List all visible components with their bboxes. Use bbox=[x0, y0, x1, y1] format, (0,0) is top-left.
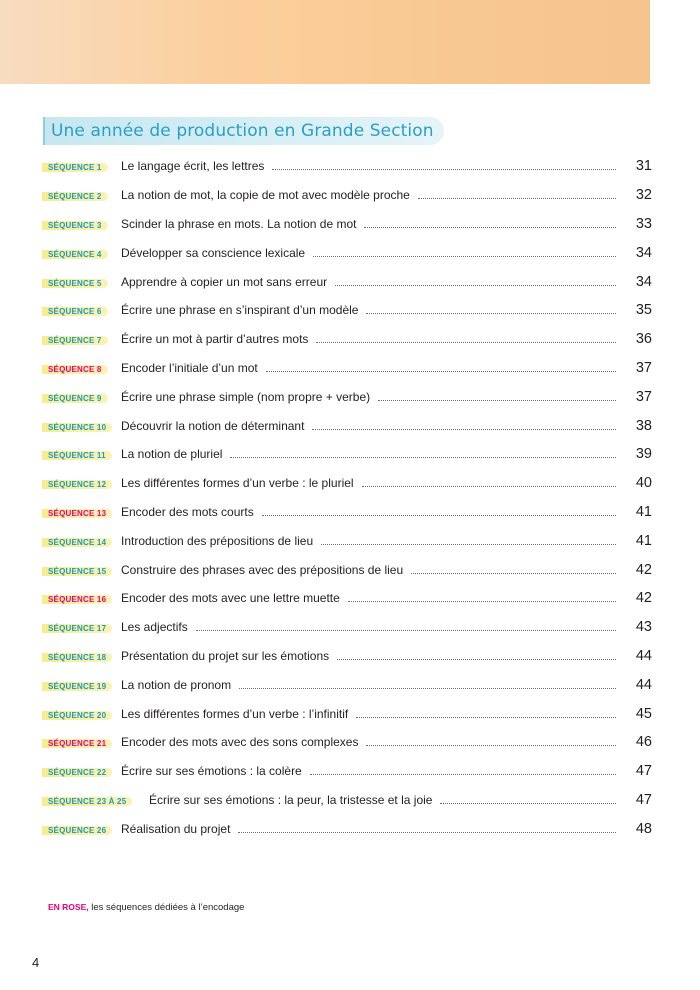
dot-leader bbox=[337, 658, 616, 660]
dot-leader bbox=[335, 284, 616, 286]
table-of-contents bbox=[42, 152, 652, 843]
sequence-title: Développer sa conscience lexicale bbox=[121, 245, 306, 260]
sequence-page-number: 40 bbox=[635, 475, 652, 492]
dot-leader bbox=[348, 600, 616, 602]
sequence-badge: SÉQUENCE 26 bbox=[42, 826, 112, 835]
sequence-page-number: 41 bbox=[635, 532, 652, 549]
toc-row[interactable] bbox=[42, 238, 652, 267]
sequence-badge-slot bbox=[42, 503, 121, 521]
sequence-title: Les différentes formes d’un verbe : l’infinitif bbox=[121, 706, 349, 721]
sequence-badge-slot bbox=[42, 301, 121, 319]
toc-row[interactable] bbox=[42, 670, 652, 699]
toc-row[interactable] bbox=[42, 181, 652, 210]
sequence-page-number: 34 bbox=[635, 244, 652, 261]
sequence-badge-slot bbox=[42, 762, 121, 780]
sequence-badge-slot bbox=[42, 705, 121, 723]
sequence-badge: SÉQUENCE 23 À 25 bbox=[42, 797, 132, 806]
sequence-title: Construire des phrases avec des prépositions de lieu bbox=[121, 562, 404, 577]
sequence-title: Écrire une phrase en s’inspirant d’un modèle bbox=[121, 303, 359, 318]
sequence-badge: SÉQUENCE 1 bbox=[42, 163, 108, 172]
sequence-title: Découvrir la notion de déterminant bbox=[121, 418, 305, 433]
sequence-badge-slot bbox=[42, 676, 121, 694]
sequence-badge: SÉQUENCE 18 bbox=[42, 653, 112, 662]
sequence-badge-slot bbox=[42, 388, 121, 406]
toc-row[interactable] bbox=[42, 210, 652, 239]
sequence-badge: SÉQUENCE 17 bbox=[42, 624, 112, 633]
sequence-page-number: 37 bbox=[635, 388, 652, 405]
sequence-badge: SÉQUENCE 11 bbox=[42, 451, 112, 460]
sequence-badge-slot bbox=[42, 532, 121, 550]
sequence-page-number: 38 bbox=[635, 417, 652, 434]
sequence-title: Réalisation du projet bbox=[121, 821, 231, 836]
sequence-badge: SÉQUENCE 7 bbox=[42, 336, 108, 345]
sequence-title: Encoder des mots avec des sons complexes bbox=[121, 735, 359, 750]
toc-row[interactable] bbox=[42, 469, 652, 498]
dot-leader bbox=[310, 773, 616, 775]
dot-leader bbox=[321, 543, 616, 545]
dot-leader bbox=[364, 226, 616, 228]
sequence-page-number: 33 bbox=[635, 215, 652, 232]
sequence-badge-slot bbox=[42, 359, 121, 377]
sequence-badge-slot bbox=[42, 561, 121, 579]
sequence-title: Présentation du projet sur les émotions bbox=[121, 648, 330, 663]
legend-note bbox=[48, 902, 244, 913]
dot-leader bbox=[313, 255, 616, 257]
sequence-badge-slot bbox=[42, 186, 121, 204]
sequence-badge-slot bbox=[42, 273, 121, 291]
sequence-badge-slot bbox=[42, 215, 121, 233]
dot-leader bbox=[230, 456, 616, 458]
sequence-page-number: 44 bbox=[635, 676, 652, 693]
sequence-badge: SÉQUENCE 20 bbox=[42, 711, 112, 720]
dot-leader bbox=[418, 197, 616, 199]
sequence-badge: SÉQUENCE 9 bbox=[42, 394, 108, 403]
sequence-page-number: 31 bbox=[635, 158, 652, 175]
sequence-title: Introduction des prépositions de lieu bbox=[121, 533, 314, 548]
sequence-badge-slot bbox=[42, 618, 121, 636]
sequence-page-number: 41 bbox=[635, 503, 652, 520]
sequence-page-number: 32 bbox=[635, 187, 652, 204]
page-title: Une année de production en Grande Section bbox=[51, 121, 434, 141]
sequence-page-number: 46 bbox=[635, 734, 652, 751]
toc-row[interactable] bbox=[42, 152, 652, 181]
dot-leader bbox=[238, 831, 616, 833]
sequence-page-number: 48 bbox=[635, 820, 652, 837]
toc-row[interactable] bbox=[42, 584, 652, 613]
sequence-page-number: 47 bbox=[635, 763, 652, 780]
sequence-title: La notion de mot, la copie de mot avec modèle proche bbox=[121, 188, 410, 203]
toc-row[interactable] bbox=[42, 613, 652, 642]
sequence-badge-slot bbox=[42, 733, 121, 751]
sequence-page-number: 37 bbox=[635, 359, 652, 376]
sequence-title: Encoder des mots avec une lettre muette bbox=[121, 591, 340, 606]
sequence-badge: SÉQUENCE 3 bbox=[42, 221, 108, 230]
toc-row[interactable] bbox=[42, 555, 652, 584]
toc-row[interactable] bbox=[42, 440, 652, 469]
dot-leader bbox=[362, 485, 616, 487]
sequence-badge-slot bbox=[42, 474, 121, 492]
sequence-title: Apprendre à copier un mot sans erreur bbox=[121, 274, 328, 289]
sequence-badge: SÉQUENCE 8 bbox=[42, 365, 108, 374]
sequence-title: Écrire sur ses émotions : la peur, la tristesse et la joie bbox=[149, 792, 433, 807]
sequence-badge: SÉQUENCE 16 bbox=[42, 595, 112, 604]
dot-leader bbox=[316, 341, 616, 343]
dot-leader bbox=[366, 744, 616, 746]
sequence-badge-slot bbox=[42, 445, 121, 463]
dot-leader bbox=[312, 428, 616, 430]
toc-row[interactable] bbox=[42, 786, 652, 815]
dot-leader bbox=[411, 572, 616, 574]
sequence-page-number: 44 bbox=[635, 647, 652, 664]
toc-row[interactable] bbox=[42, 382, 652, 411]
toc-row[interactable] bbox=[42, 728, 652, 757]
toc-row[interactable] bbox=[42, 498, 652, 527]
sequence-badge: SÉQUENCE 19 bbox=[42, 682, 112, 691]
sequence-badge: SÉQUENCE 14 bbox=[42, 538, 112, 547]
header-color-band bbox=[0, 0, 650, 84]
dot-leader bbox=[196, 629, 616, 631]
sequence-badge-slot bbox=[42, 417, 121, 435]
sequence-title: La notion de pluriel bbox=[121, 447, 223, 462]
sequence-badge: SÉQUENCE 13 bbox=[42, 509, 112, 518]
toc-row[interactable] bbox=[42, 296, 652, 325]
sequence-badge: SÉQUENCE 15 bbox=[42, 567, 112, 576]
sequence-title: Encoder des mots courts bbox=[121, 504, 254, 519]
sequence-badge: SÉQUENCE 10 bbox=[42, 423, 112, 432]
sequence-title: Encoder l’initiale d’un mot bbox=[121, 360, 258, 375]
sequence-page-number: 45 bbox=[635, 705, 652, 722]
sequence-badge-slot bbox=[42, 244, 121, 262]
dot-leader bbox=[266, 370, 616, 372]
sequence-title: Écrire une phrase simple (nom propre + verbe) bbox=[121, 389, 371, 404]
sequence-title: Écrire sur ses émotions : la colère bbox=[121, 764, 302, 779]
sequence-title: Les différentes formes d’un verbe : le pluriel bbox=[121, 476, 354, 491]
sequence-page-number: 34 bbox=[635, 273, 652, 290]
dot-leader bbox=[366, 312, 616, 314]
sequence-title: Écrire un mot à partir d’autres mots bbox=[121, 332, 309, 347]
sequence-page-number: 35 bbox=[635, 302, 652, 319]
sequence-title: Scinder la phrase en mots. La notion de mot bbox=[121, 216, 357, 231]
sequence-page-number: 43 bbox=[635, 619, 652, 636]
toc-row[interactable] bbox=[42, 354, 652, 383]
sequence-badge-slot bbox=[42, 820, 121, 838]
sequence-badge-slot bbox=[42, 791, 149, 809]
dot-leader bbox=[378, 399, 616, 401]
sequence-badge-slot bbox=[42, 647, 121, 665]
sequence-title: Le langage écrit, les lettres bbox=[121, 159, 265, 174]
sequence-title: Les adjectifs bbox=[121, 620, 188, 635]
toc-row[interactable] bbox=[42, 814, 652, 843]
sequence-page-number: 47 bbox=[635, 791, 652, 808]
sequence-badge: SÉQUENCE 4 bbox=[42, 250, 108, 259]
dot-leader bbox=[440, 802, 616, 804]
section-title-banner bbox=[43, 117, 444, 145]
sequence-badge: SÉQUENCE 5 bbox=[42, 279, 108, 288]
toc-row[interactable] bbox=[42, 325, 652, 354]
toc-row[interactable] bbox=[42, 526, 652, 555]
sequence-page-number: 39 bbox=[635, 446, 652, 463]
toc-row[interactable] bbox=[42, 642, 652, 671]
sequence-badge: SÉQUENCE 22 bbox=[42, 768, 112, 777]
sequence-badge-slot bbox=[42, 330, 121, 348]
legend-text: les séquences dédiées à l’encodage bbox=[88, 902, 245, 913]
dot-leader bbox=[239, 687, 616, 689]
dot-leader bbox=[356, 716, 616, 718]
sequence-badge: SÉQUENCE 2 bbox=[42, 192, 108, 201]
toc-row[interactable] bbox=[42, 411, 652, 440]
sequence-title: La notion de pronom bbox=[121, 677, 232, 692]
sequence-page-number: 36 bbox=[635, 331, 652, 348]
sequence-badge: SÉQUENCE 6 bbox=[42, 307, 108, 316]
toc-row[interactable] bbox=[42, 267, 652, 296]
dot-leader bbox=[272, 168, 616, 170]
sequence-badge-slot bbox=[42, 157, 121, 175]
toc-row[interactable] bbox=[42, 699, 652, 728]
sequence-badge-slot bbox=[42, 589, 121, 607]
dot-leader bbox=[262, 514, 616, 516]
legend-key: EN ROSE, bbox=[48, 902, 89, 912]
sequence-badge: SÉQUENCE 12 bbox=[42, 480, 112, 489]
toc-row[interactable] bbox=[42, 757, 652, 786]
sequence-badge: SÉQUENCE 21 bbox=[42, 739, 112, 748]
page-number: 4 bbox=[32, 955, 40, 970]
sequence-page-number: 42 bbox=[635, 561, 652, 578]
sequence-page-number: 42 bbox=[635, 590, 652, 607]
